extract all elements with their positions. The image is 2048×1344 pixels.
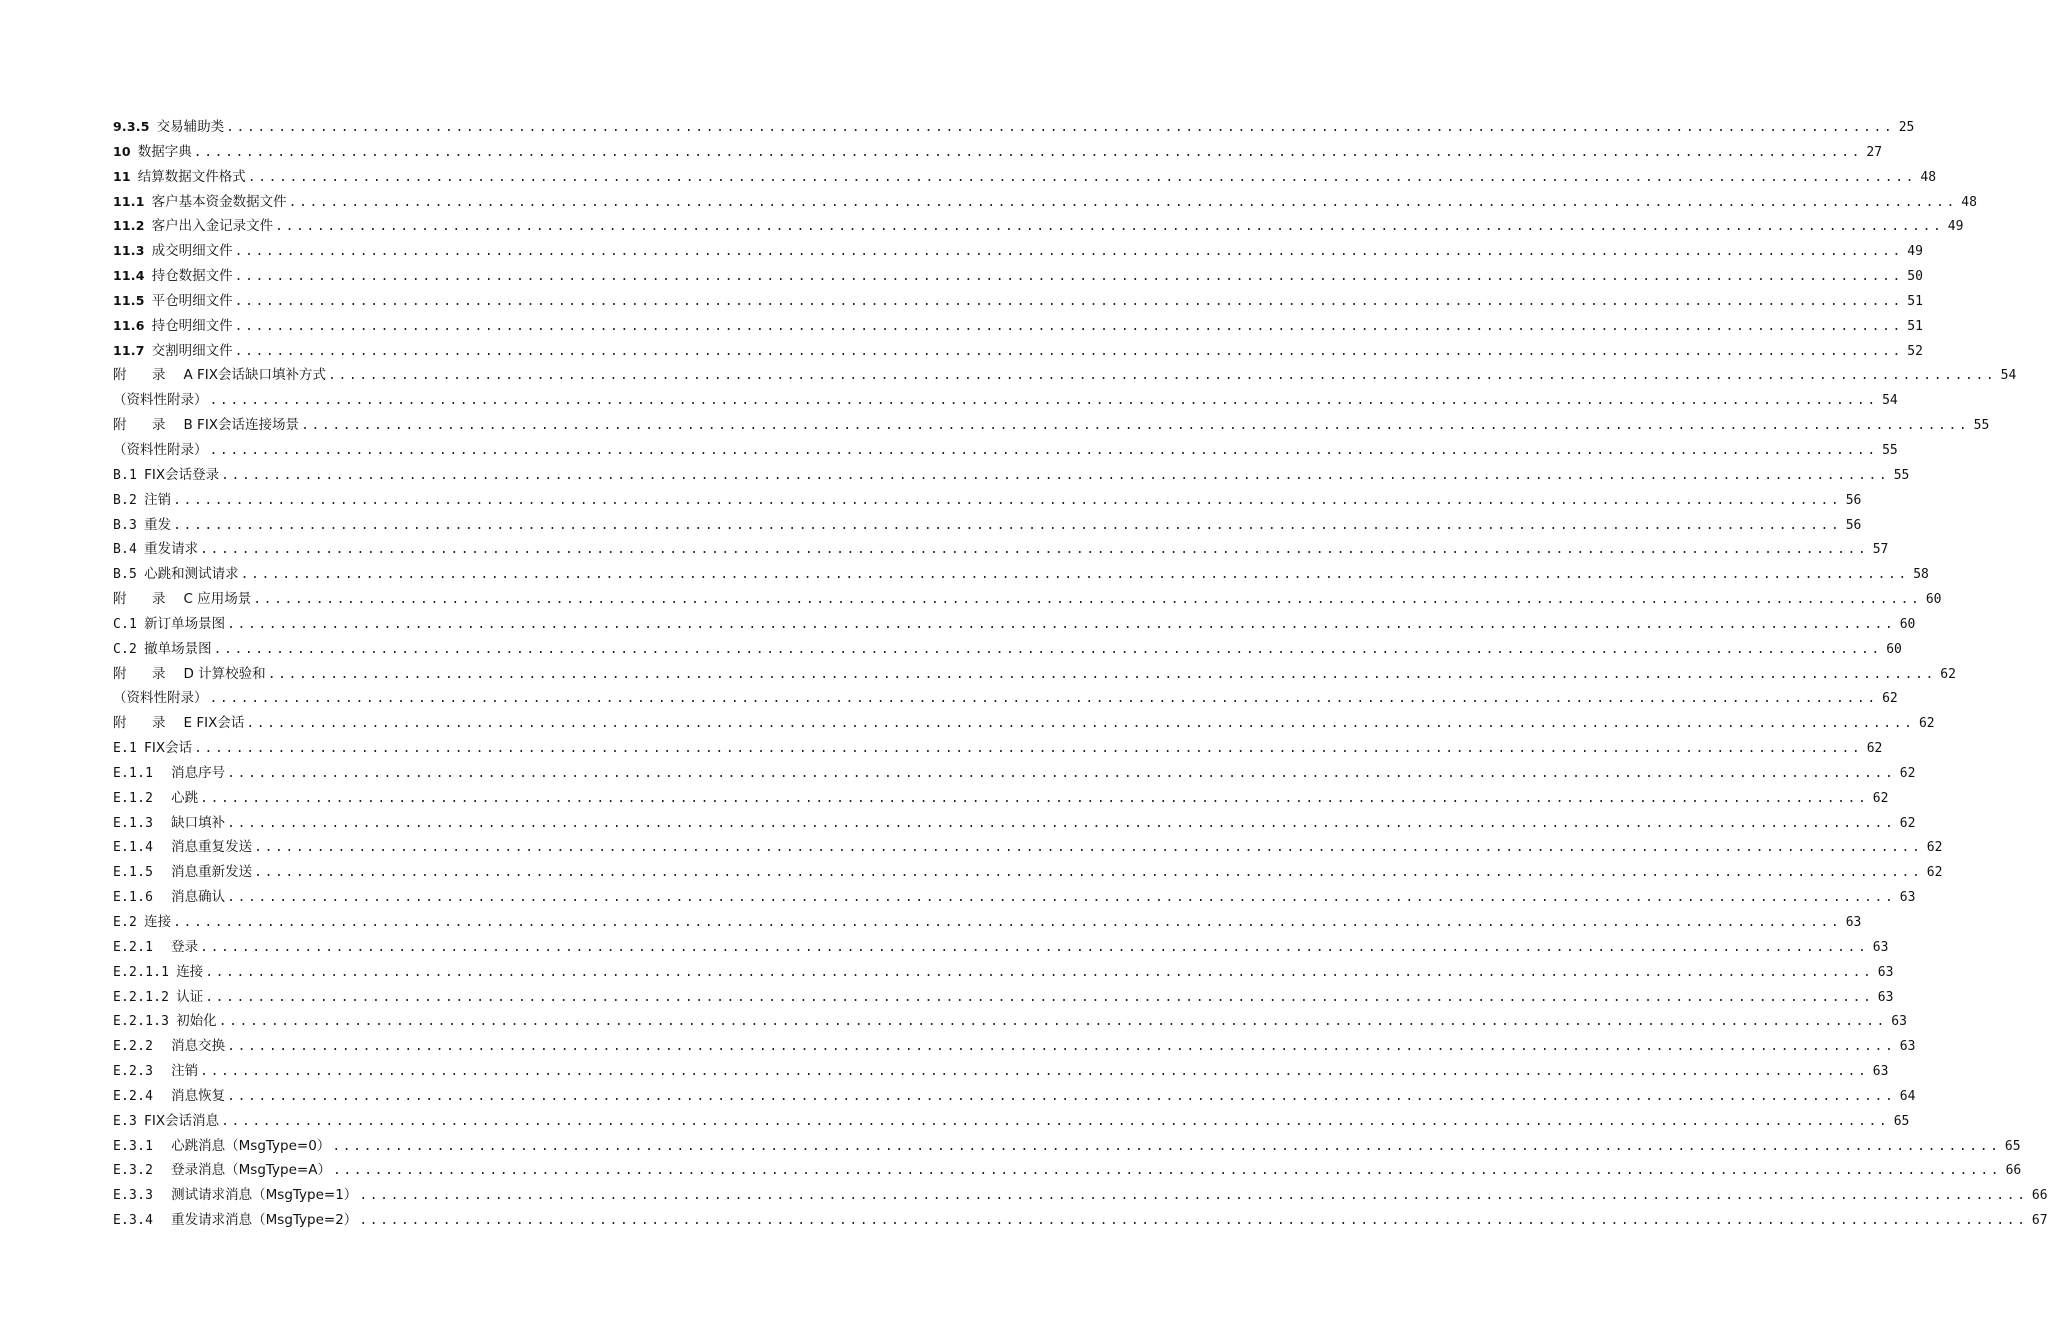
toc-entry-page: 48 [1961,194,1977,210]
toc-entry-title: 消息恢复 [171,1087,226,1104]
toc-entry-page: 63 [1877,964,1894,980]
toc-entry-page: 63 [1877,989,1894,1005]
toc-entry-title: 重发 [144,516,172,533]
toc-dot-leader: ................................................................................................................................................................ [200,1064,1869,1080]
toc-entry[interactable] [113,513,1862,538]
toc-entry-title: 连接 [176,963,204,980]
toc-entry[interactable] [113,761,1916,786]
toc-entry-number: E.3.2 [113,1163,154,1179]
toc-entry-page: 51 [1907,293,1923,309]
toc-entry-title: FIX会话消息 [144,1112,220,1129]
toc-entry-number: E.3.1 [113,1138,154,1154]
toc-entry[interactable] [113,612,1916,637]
toc-entry-number: B.2 [113,492,138,508]
toc-entry[interactable] [113,413,1990,438]
toc-entry[interactable] [113,1009,1907,1034]
toc-entry-number: E.1.6 [113,890,154,906]
toc-entry-title: 客户出入金记录文件 [151,218,274,235]
toc-entry-page: 50 [1907,269,1923,285]
toc-entry-page: 62 [1866,741,1883,757]
toc-dot-leader: ................................................................................................................................................................ [221,467,1890,483]
toc-entry-title: 连接 [144,914,172,930]
toc-entry-number: B.3 [113,517,138,533]
toc-dot-leader: ................................................................................................................................................................ [193,144,1863,160]
toc-entry[interactable] [113,314,1923,339]
toc-entry-title: 心跳和测试请求 [144,566,239,583]
toc-dot-leader: ................................................................................................................................................................ [226,120,1895,135]
toc-entry-number: E.2.1.1 [113,964,170,980]
toc-entry[interactable] [113,1034,1916,1059]
toc-entry-title: 数据字典 [137,143,192,160]
toc-dot-leader: ................................................................................................................................................................ [301,418,1970,434]
toc-entry-page: 66 [2005,1163,2022,1179]
toc-entry-page: 57 [1872,542,1889,558]
toc-entry-page: 52 [1907,343,1923,359]
toc-entry[interactable] [113,960,1894,985]
toc-entry-title: 消息重复发送 [171,839,253,856]
toc-entry-page: 62 [1926,865,1943,881]
toc-entry[interactable] [113,562,1929,587]
toc-dot-leader: ................................................................................................................................................................ [227,765,1896,781]
toc-dot-leader: ................................................................................................................................................................ [173,915,1842,930]
toc-dot-leader: ................................................................................................................................................................ [246,716,1915,732]
toc-entry[interactable] [113,811,1916,836]
table-of-contents [113,115,2048,1233]
toc-entry-page: 49 [1947,219,1964,235]
toc-dot-leader: ................................................................................................................................................................ [288,194,1957,210]
toc-entry-title: 重发请求 [144,541,199,558]
toc-entry-number: E.2.3 [113,1064,154,1080]
toc-entry-page: 60 [1925,592,1942,608]
toc-entry[interactable] [113,985,1894,1010]
toc-entry-number: E.3.4 [113,1213,154,1229]
toc-entry-number: E.2.1 [113,939,154,955]
toc-entry-number: B.5 [113,567,138,583]
toc-entry-page: 62 [1882,691,1898,707]
toc-entry-title: 持仓数据文件 [151,268,233,285]
toc-dot-leader: ................................................................................................................................................................ [254,865,1923,881]
toc-entry-number: C.2 [113,641,138,657]
toc-entry-page: 62 [1918,716,1935,732]
toc-entry[interactable] [113,438,1898,463]
toc-entry-page: 54 [1882,393,1898,409]
toc-entry-number: 附 录 [113,665,172,682]
toc-entry-page: 25 [1898,120,1915,135]
toc-entry[interactable] [113,835,1943,860]
toc-entry-title: 结算数据文件格式 [137,168,246,185]
toc-entry[interactable] [113,1084,1916,1109]
toc-entry[interactable] [113,736,1883,761]
toc-entry[interactable] [113,537,1889,562]
toc-entry[interactable] [113,1158,2022,1183]
toc-dot-leader: ................................................................................................................................................................ [227,890,1896,906]
toc-entry-number: 附 录 [113,417,172,434]
toc-entry[interactable] [113,339,1923,364]
toc-entry-page: 60 [1899,616,1916,632]
toc-entry[interactable] [113,289,1923,314]
toc-entry-page: 63 [1872,939,1889,955]
toc-entry-page: 63 [1899,1039,1916,1055]
toc-entry[interactable] [113,1134,2021,1159]
toc-entry-number: B.1 [113,467,138,483]
toc-entry-number: 11.6 [113,317,145,333]
toc-entry-page: 67 [2031,1213,2048,1229]
toc-entry-page: 65 [2004,1138,2021,1154]
toc-entry-number: 11.7 [113,342,145,358]
toc-dot-leader: ................................................................................................................................................................ [234,293,1903,309]
toc-entry-number: E.2 [113,915,138,930]
toc-dot-leader: ................................................................................................................................................................ [205,964,1874,980]
toc-entry-page: 54 [2000,368,2017,384]
toc-entry-number: E.2.1.2 [113,989,170,1005]
toc-entry[interactable] [113,662,1956,687]
toc-entry-title: 测试请求消息（MsgType=1） [171,1187,358,1204]
toc-dot-leader: ................................................................................................................................................................ [247,169,1917,185]
toc-entry-title: 消息重新发送 [171,864,253,881]
toc-entry-title: 缺口填补 [171,814,226,831]
toc-entry[interactable] [113,115,1915,140]
toc-entry-title: 消息序号 [171,764,226,781]
toc-entry-title: 交割明细文件 [151,342,233,359]
toc-entry-page: 66 [2031,1188,2048,1204]
toc-dot-leader: ................................................................................................................................................................ [234,244,1903,260]
toc-entry[interactable] [113,239,1923,264]
toc-entry-page: 27 [1866,144,1883,160]
toc-dot-leader: ................................................................................................................................................................ [205,989,1874,1005]
toc-dot-leader: ................................................................................................................................................................ [200,939,1869,955]
toc-entry-title: 平仓明细文件 [151,292,233,309]
toc-entry-page: 62 [1926,840,1943,856]
toc-dot-leader: ................................................................................................................................................................ [359,1188,2028,1204]
toc-entry-page: 63 [1845,915,1862,930]
toc-entry-number: C.1 [113,616,138,632]
toc-entry-number: E.1.5 [113,865,154,881]
toc-dot-leader: ................................................................................................................................................................ [227,616,1896,632]
toc-entry[interactable] [113,363,2017,388]
toc-entry-number: E.1.4 [113,840,154,856]
toc-entry-title: 登录 [171,938,199,955]
toc-entry-number: E.1.2 [113,790,154,806]
toc-entry[interactable] [113,860,1943,885]
toc-dot-leader: ................................................................................................................................................................ [254,840,1923,856]
toc-entry-page: 62 [1899,815,1916,831]
toc-entry-number: 11.3 [113,243,145,259]
toc-entry-title: 撤单场景图 [144,640,212,657]
toc-entry-number: 9.3.5 [113,119,150,134]
toc-entry-number: E.2.1.3 [113,1014,170,1030]
toc-entry-page: 64 [1899,1088,1916,1104]
toc-entry[interactable] [113,264,1923,289]
toc-dot-leader: ................................................................................................................................................................ [267,666,1936,682]
toc-entry-number: 11.2 [113,218,145,234]
toc-dot-leader: ................................................................................................................................................................ [234,318,1903,334]
toc-entry-number: 11.1 [113,193,145,209]
toc-dot-leader: ................................................................................................................................................................ [194,741,1863,757]
toc-entry-page: 63 [1899,890,1916,906]
toc-entry[interactable] [113,1109,1910,1134]
toc-entry-page: 63 [1872,1064,1889,1080]
toc-entry-title: 心跳消息（MsgType=0） [171,1137,331,1154]
toc-entry[interactable] [113,885,1916,910]
toc-entry-number: E.3 [113,1113,138,1129]
toc-dot-leader: ................................................................................................................................................................ [213,641,1882,657]
toc-dot-leader: ................................................................................................................................................................ [173,517,1842,533]
toc-dot-leader: ................................................................................................................................................................ [234,343,1903,359]
toc-entry-title: 认证 [176,988,204,1005]
toc-entry-number: 附 录 [113,715,172,732]
toc-dot-leader: ................................................................................................................................................................ [209,691,1878,707]
toc-entry[interactable] [113,165,1937,190]
toc-entry-page: 62 [1872,790,1889,806]
toc-dot-leader: ................................................................................................................................................................ [227,815,1896,831]
toc-entry[interactable] [113,786,1889,811]
toc-entry[interactable] [113,711,1935,736]
toc-entry-number: E.1 [113,741,138,757]
toc-entry-title: FIX会话 [144,740,193,757]
toc-dot-leader: ................................................................................................................................................................ [253,592,1922,608]
toc-entry-title: 客户基本资金数据文件 [151,193,287,210]
toc-entry-number: E.3.3 [113,1188,154,1204]
toc-dot-leader: ................................................................................................................................................................ [359,1213,2028,1229]
toc-dot-leader: ................................................................................................................................................................ [227,1039,1896,1055]
toc-dot-leader: ................................................................................................................................................................ [209,442,1878,458]
toc-entry-title: （资料性附录） [113,441,208,458]
toc-entry-number: E.2.2 [113,1039,154,1055]
toc-entry-title: 持仓明细文件 [151,317,233,334]
toc-entry-title: 交易辅助类 [156,119,225,135]
toc-entry-number: 附 录 [113,591,172,608]
toc-entry-number: 11.5 [113,292,145,308]
toc-entry[interactable] [113,388,1898,413]
toc-dot-leader: ................................................................................................................................................................ [173,492,1842,508]
toc-entry-number: 10 [113,143,131,159]
toc-entry-number: 附 录 [113,367,172,384]
toc-entry-page: 55 [1882,442,1898,458]
toc-entry-title: 消息交换 [171,1038,226,1055]
toc-entry-title: B FIX会话连接场景 [183,417,300,434]
toc-entry-page: 60 [1886,641,1902,657]
toc-entry-title: 新订单场景图 [144,615,226,632]
toc-entry[interactable] [113,935,1889,960]
toc-entry-title: 重发请求消息（MsgType=2） [171,1212,358,1229]
toc-entry-page: 65 [1893,1113,1910,1129]
toc-entry-title: 心跳 [171,789,199,806]
toc-entry-title: （资料性附录） [113,690,208,707]
toc-entry-number: 11 [113,168,131,184]
toc-dot-leader: ................................................................................................................................................................ [328,368,1997,384]
toc-entry[interactable] [113,587,1942,612]
toc-entry-page: 51 [1907,318,1923,334]
toc-entry[interactable] [113,686,1898,711]
toc-entry-number: E.2.4 [113,1088,154,1104]
toc-entry-page: 55 [1893,467,1910,483]
toc-dot-leader: ................................................................................................................................................................ [200,542,1869,558]
toc-entry-page: 62 [1899,765,1916,781]
toc-entry[interactable] [113,637,1902,662]
toc-entry[interactable] [113,1208,2048,1233]
toc-entry-title: D 计算校验和 [183,665,266,682]
toc-entry-title: E FIX会话 [183,715,245,732]
toc-entry-page: 62 [1940,666,1956,682]
toc-entry-page: 58 [1913,567,1929,583]
toc-entry-number: E.1.1 [113,765,154,781]
toc-entry-page: 56 [1845,492,1862,508]
toc-entry-number: 11.4 [113,268,145,284]
toc-dot-leader: ................................................................................................................................................................ [209,393,1878,409]
toc-dot-leader: ................................................................................................................................................................ [332,1163,2002,1179]
toc-entry[interactable] [113,140,1883,165]
toc-entry[interactable] [113,488,1862,513]
toc-entry-page: 63 [1891,1014,1907,1030]
toc-entry-number: B.4 [113,542,138,558]
toc-dot-leader: ................................................................................................................................................................ [332,1138,2001,1154]
toc-entry-title: A FIX会话缺口填补方式 [183,367,327,384]
toc-entry[interactable] [113,214,1964,239]
toc-entry-number: E.1.3 [113,815,154,831]
toc-entry[interactable] [113,463,1910,488]
toc-entry-title: C 应用场景 [183,591,252,608]
toc-dot-leader: ................................................................................................................................................................ [275,219,1944,235]
toc-entry-title: 消息确认 [171,889,226,906]
toc-entry[interactable] [113,1059,1889,1084]
toc-entry-page: 49 [1907,244,1923,260]
toc-entry-title: FIX会话登录 [144,466,220,483]
toc-entry-page: 55 [1973,418,1990,434]
toc-dot-leader: ................................................................................................................................................................ [218,1014,1887,1030]
toc-entry-page: 48 [1920,169,1937,185]
toc-entry-title: 登录消息（MsgType=A） [171,1162,331,1179]
toc-dot-leader: ................................................................................................................................................................ [240,567,1909,583]
toc-entry-title: （资料性附录） [113,392,208,409]
toc-entry[interactable] [113,190,1977,215]
toc-entry-title: 成交明细文件 [151,243,233,260]
toc-entry-title: 初始化 [176,1013,217,1030]
toc-entry-page: 56 [1845,517,1862,533]
toc-entry-title: 注销 [144,491,172,508]
toc-dot-leader: ................................................................................................................................................................ [221,1113,1890,1129]
toc-entry[interactable] [113,910,1862,935]
toc-dot-leader: ................................................................................................................................................................ [227,1088,1896,1104]
toc-dot-leader: ................................................................................................................................................................ [200,790,1869,806]
toc-entry[interactable] [113,1183,2048,1208]
toc-entry-title: 注销 [171,1063,199,1080]
toc-dot-leader: ................................................................................................................................................................ [234,269,1903,285]
